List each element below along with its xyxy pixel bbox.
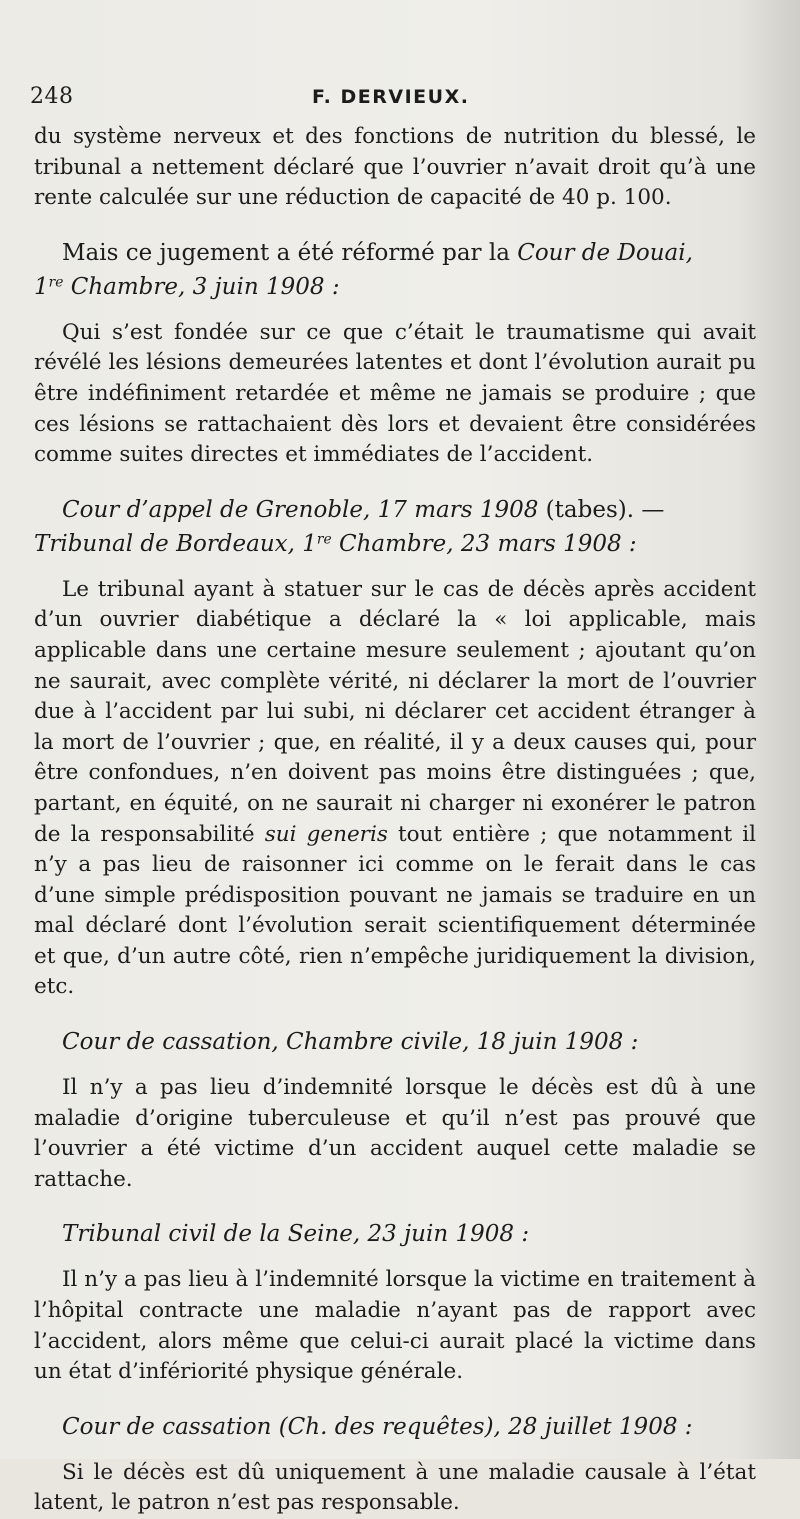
- heading-court: Cour de Douai,: [517, 239, 693, 266]
- heading-date: ), 28 juillet 1908 :: [484, 1413, 693, 1440]
- heading-chamber: Ch. des requêtes: [287, 1413, 485, 1440]
- heading-court: Cour de cassation (: [62, 1413, 288, 1440]
- latin-phrase: sui generis: [264, 821, 388, 847]
- heading-tabes: (tabes). —: [538, 496, 665, 523]
- court-heading-grenoble-bordeaux: [34, 493, 756, 561]
- court-heading-douai: [34, 236, 756, 304]
- paragraph-requetes-ruling: Si le décès est dû uniquement à une maladie causale à l’état latent, le patron n’est pas responsable.: [34, 1459, 756, 1516]
- court-heading-seine: Tribunal civil de la Seine, 23 juin 1908 :: [62, 1221, 530, 1248]
- heading-ordinal: 1: [34, 273, 49, 300]
- page-number: 248: [30, 84, 74, 109]
- page-header: [30, 84, 770, 114]
- running-head: F. DERVIEUX.: [312, 86, 470, 108]
- paragraph-cassation-civile-ruling: Il n’y a pas lieu d’indemnité lorsque le décès est dû à une maladie d’origine tuberculeuse et qu’il n’est pas prouvé que l’ouvrier a été victime d’un accident auquel cette maladie se rattache.: [34, 1075, 756, 1192]
- paragraph-text: tout entière ; que notamment il n’y a pas lieu de raisonner ici comme on le ferait dans le cas d’une simple prédisposition pouvant ne jamais se traduire en un mal déclaré dont l’évolution serait scientifiquement déterminée et que, d’un autre côté, rien n’empêche juridiquement la division, etc.: [34, 821, 756, 1000]
- heading-ordinal-sup: re: [48, 274, 64, 291]
- paragraph-douai-ruling: Qui s’est fondée sur ce que c’était le traumatisme qui avait révélé les lésions demeurées latentes et dont l’évolution aurait pu être indéfiniment retardée et même ne jamais se produire ; que ces lésions se rattachaient dès lors et devaient être considérées comme suites directes et immédiates de l’accident.: [34, 319, 756, 468]
- heading-chambre: Chambre, 23 mars 1908 :: [331, 530, 637, 557]
- heading-intro: Mais ce jugement a été réformé par la: [62, 239, 518, 266]
- court-heading-cassation-civile: Cour de cassation, Chambre civile, 18 juin 1908 :: [62, 1029, 639, 1056]
- court-heading-cassation-requetes: [34, 1410, 756, 1444]
- body-text: [34, 122, 756, 1519]
- heading-ordinal-sup: re: [316, 531, 332, 548]
- paragraph-bordeaux-ruling: [34, 575, 756, 1003]
- heading-ordinal: 1: [302, 530, 317, 557]
- heading-bordeaux: Tribunal de Bordeaux,: [34, 530, 303, 557]
- heading-rest: Chambre, 3 juin 1908 :: [63, 273, 340, 300]
- paragraph-continuation: du système nerveux et des fonctions de nutrition du blessé, le tribunal a nettement déclaré que l’ouvrier n’avait droit qu’à une rente calculée sur une réduction de capacité de 40 p. 100.: [34, 124, 756, 211]
- paragraph-text: Le tribunal ayant à statuer sur le cas de décès après accident d’un ouvrier diabétique a déclaré la « loi applicable, mais applicable dans une certaine mesure seulement ; ajoutant qu’on ne saurait, avec complète vérité, ni déclarer la mort de l’ouvrier due à l’accident par lui subi, ni déclarer cet accident étranger à la mort de l’ouvrier ; que, en réalité, il y a deux causes qui, pour être confondues, n’en doivent pas moins être distinguées ; que, partant, en équité, on ne saurait ni charger ni exonérer le patron de la responsabilité: [34, 576, 756, 847]
- paragraph-seine-ruling: Il n’y a pas lieu à l’indemnité lorsque la victime en traitement à l’hôpital contracte une maladie n’ayant pas de rapport avec l’accident, alors même que celui-ci aurait placé la victime dans un état d’infériorité physique générale.: [34, 1267, 756, 1385]
- heading-grenoble: Cour d’appel de Grenoble, 17 mars 1908: [62, 496, 539, 523]
